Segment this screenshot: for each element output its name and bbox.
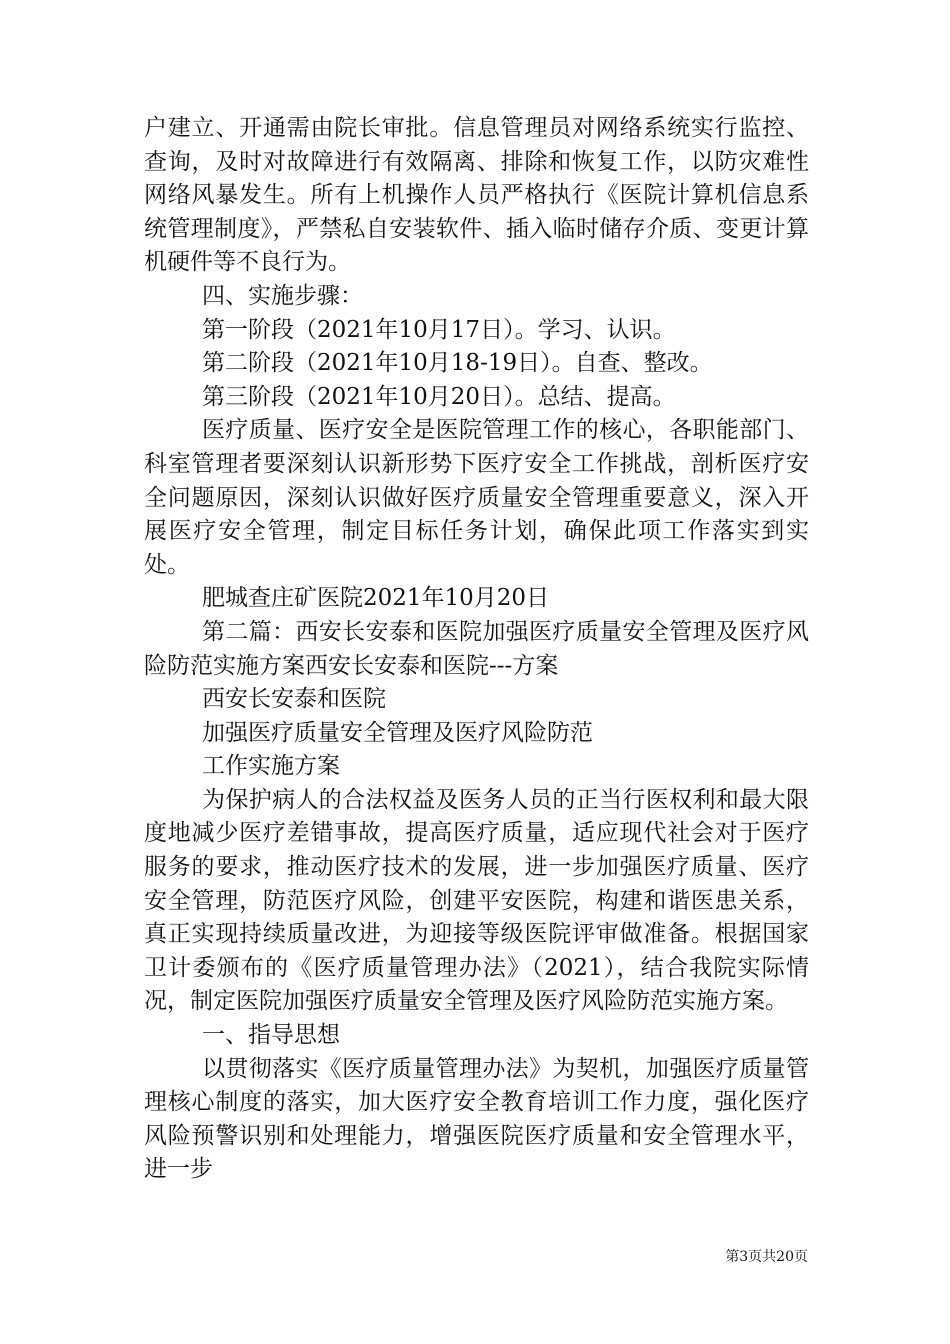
heading-implementation-steps: 四、实施步骤： [202, 282, 363, 309]
title-plan-subject: 加强医疗质量安全管理及医疗风险防范 [202, 719, 593, 746]
heading-guiding-ideology: 一、指导思想 [202, 1022, 340, 1049]
paragraph-network-management: 户建立、开通需由院长审批。信息管理员对网络系统实行监控、查询，及时对故障进行有效隔离、排除和恢复工作，以防灾难性网络风暴发生。所有上机操作人员严格执行《医院计算机信息系统管理制度》，严禁私自安装软件、插入临时储存介质、变更计算机硬件等不良行为。 [144, 115, 809, 276]
paragraph-signature-date: 肥城查庄矿医院2021年10月20日 [202, 585, 550, 612]
title-plan-type: 工作实施方案 [202, 753, 340, 780]
paragraph-introduction: 为保护病人的合法权益及医务人员的正当行医权利和最大限度地减少医疗差错事故，提高医疗质量，适应现代社会对于医疗服务的要求，推动医疗技术的发展，进一步加强医疗质量、医疗安全管理，防范医疗风险，创建平安医院，构建和谐医患关系，真正实现持续质量改进，为迎接等级医院评审做准备。根据国家卫计委颁布的《医疗质量管理办法》（2021），结合我院实际情况，制定医院加强医疗质量安全管理及医疗风险防范实施方案。 [144, 786, 809, 1015]
document-body [144, 112, 809, 1187]
title-hospital-name: 西安长安泰和医院 [202, 686, 386, 713]
paragraph-phase-two: 第二阶段（2021年10月18-19日）。自查、整改。 [202, 350, 713, 377]
heading-second-article: 第二篇：西安长安泰和医院加强医疗质量安全管理及医疗风险防范实施方案西安长安泰和医院---方案 [144, 618, 809, 679]
paragraph-phase-three: 第三阶段（2021年10月20日）。总结、提高。 [202, 383, 676, 410]
paragraph-guiding-ideology: 以贯彻落实《医疗质量管理办法》为契机，加强医疗质量管理核心制度的落实，加大医疗安全教育培训工作力度，强化医疗风险预警识别和处理能力，增强医院医疗质量和安全管理水平，进一步 [144, 1055, 809, 1183]
paragraph-quality-core: 医疗质量、医疗安全是医院管理工作的核心，各职能部门、科室管理者要深刻认识新形势下医疗安全工作挑战，剖析医疗安全问题原因，深刻认识做好医疗质量安全管理重要意义，深入开展医疗安全管理，制定目标任务计划，确保此项工作落实到实处。 [144, 417, 809, 578]
page-number-footer: 第3页共20页 [725, 1249, 808, 1265]
paragraph-phase-one: 第一阶段（2021年10月17日）。学习、认识。 [202, 316, 676, 343]
